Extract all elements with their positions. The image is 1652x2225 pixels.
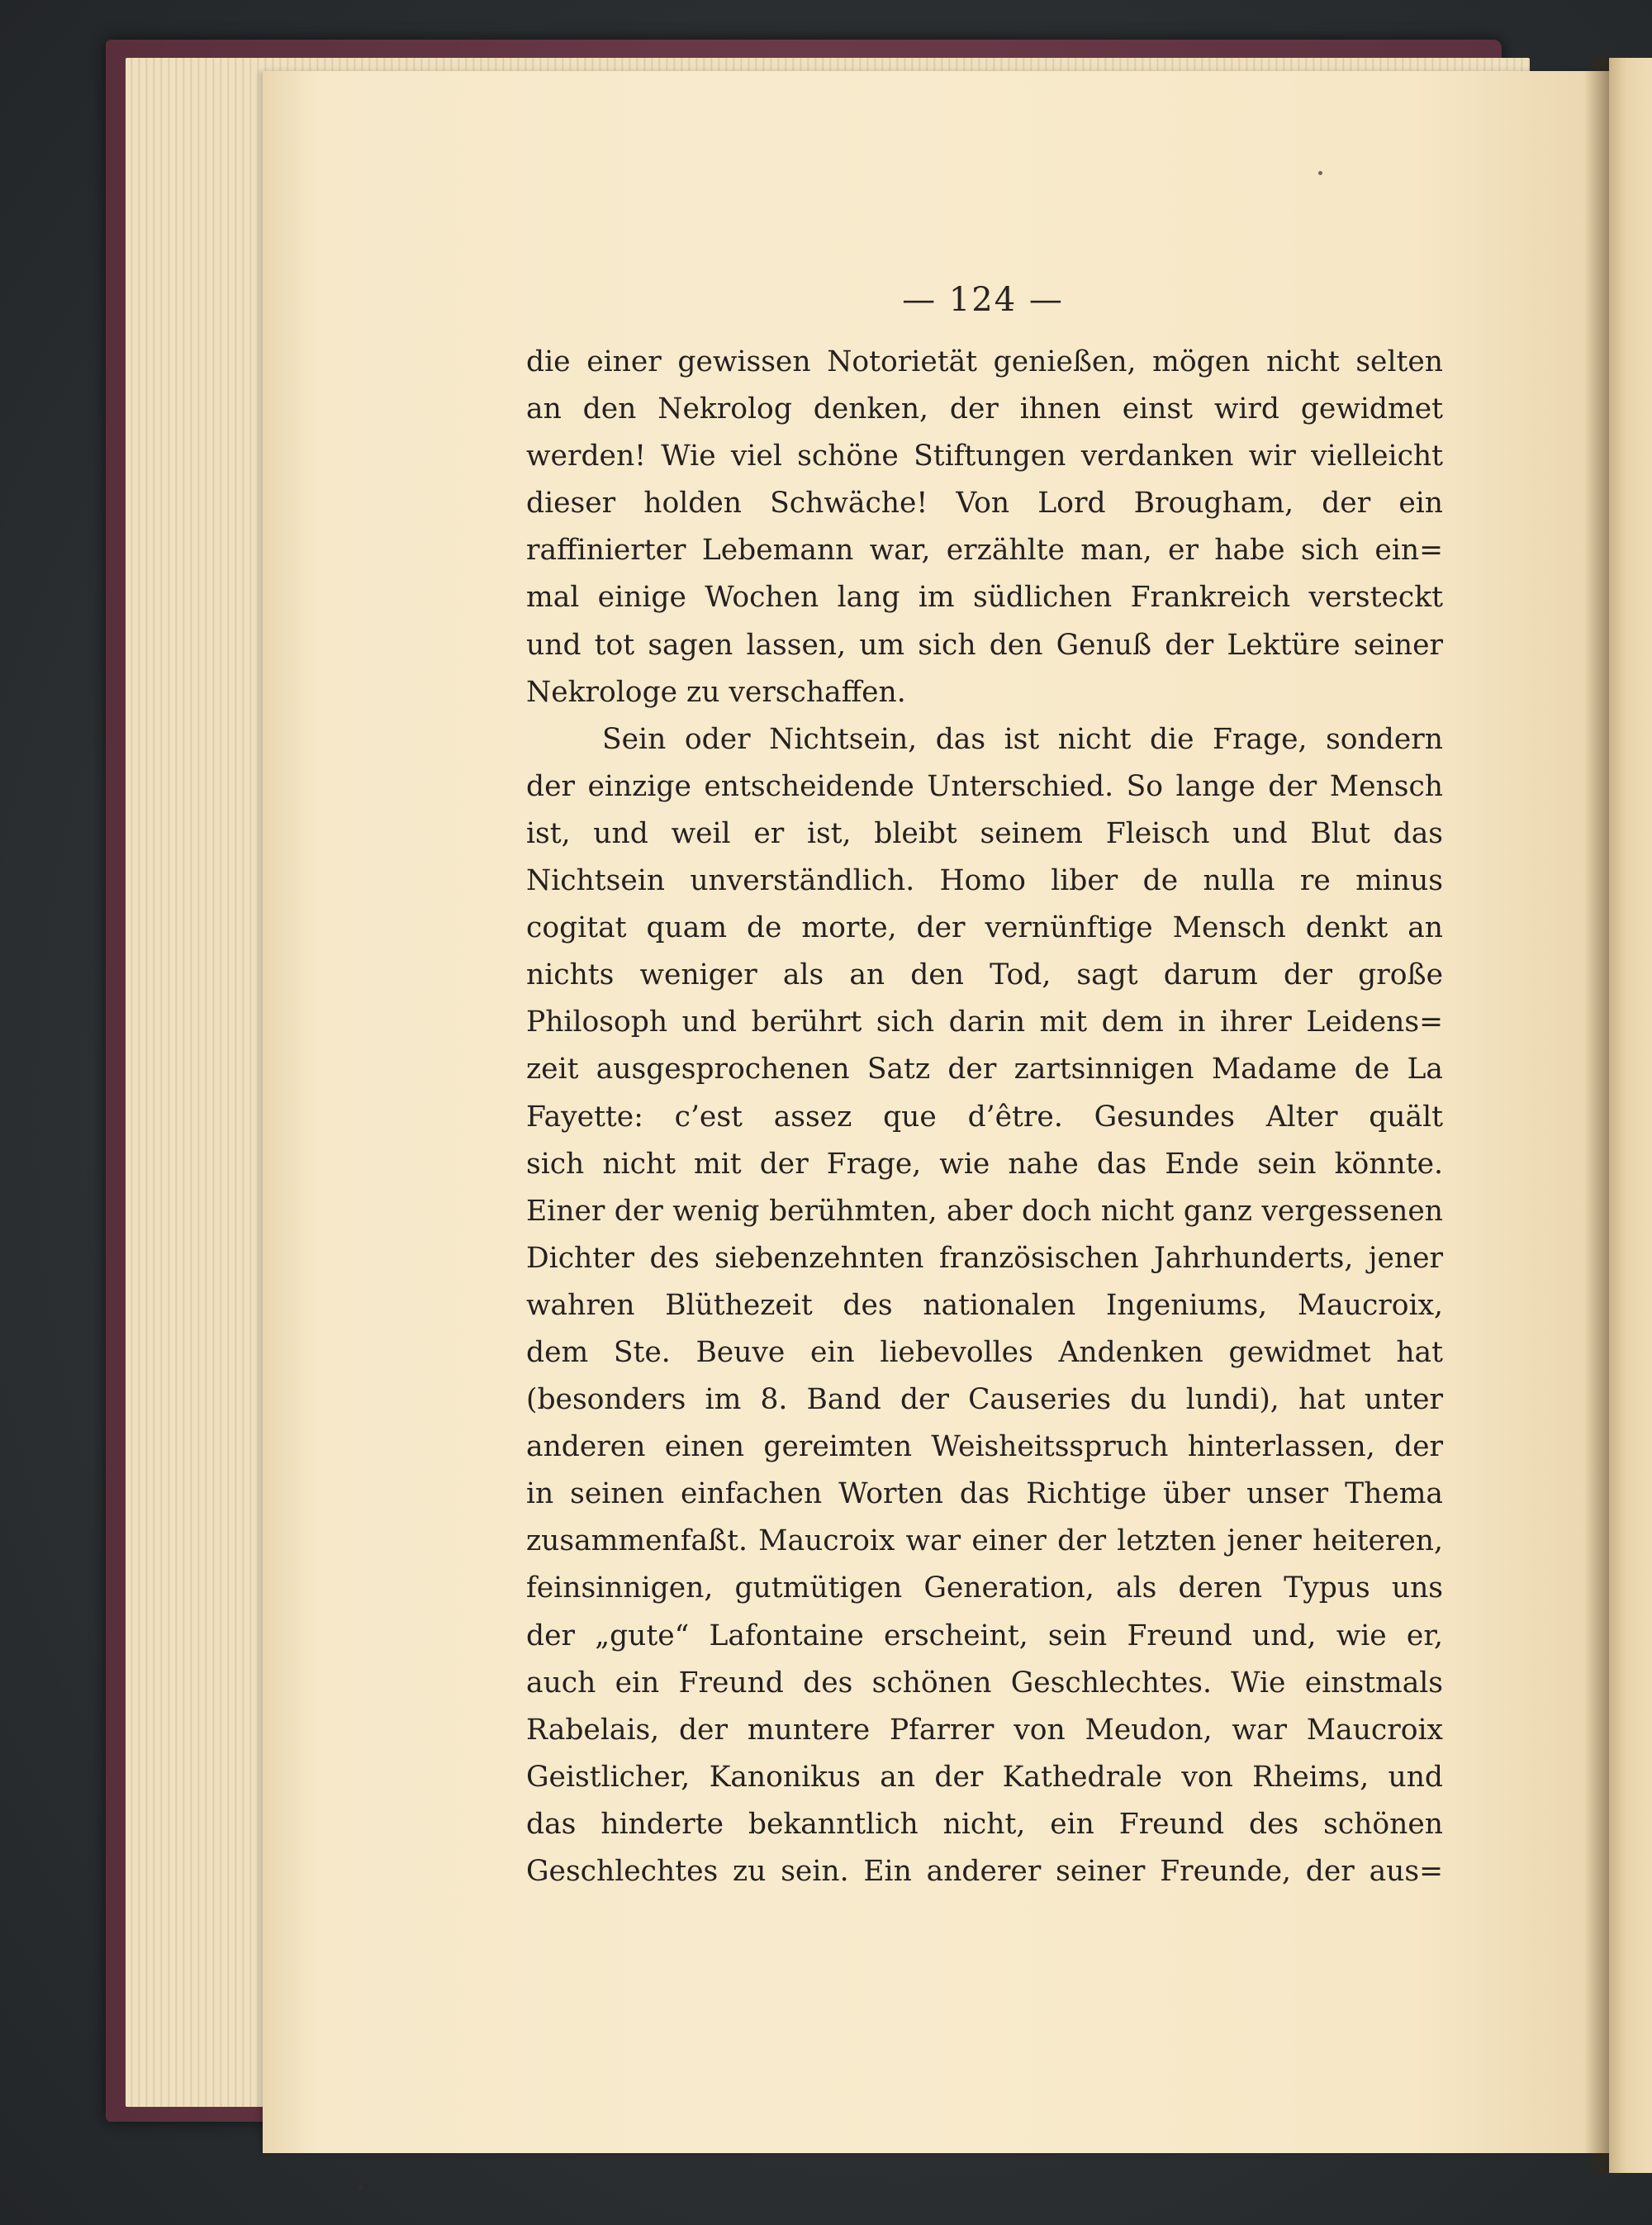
paper-speck	[1318, 171, 1322, 175]
text-line: cogitat quam de morte, der vernünftige Mensch denkt an	[526, 911, 1443, 945]
text-line: Geschlechtes zu sein. Ein anderer seiner Freunde, der aus=	[526, 1855, 1443, 1888]
text-line: wahren Blüthezeit des nationalen Ingeniums, Maucroix,	[526, 1288, 1443, 1322]
text-line: mal einige Wochen lang im südlichen Frankreich versteckt	[526, 581, 1443, 615]
text-line: raffinierter Lebemann war, erzählte man, er habe sich ein=	[526, 534, 1443, 568]
text-line: Einer der wenig berühmten, aber doch nicht ganz vergessenen	[526, 1194, 1443, 1228]
text-line: ist, und weil er ist, bleibt seinem Fleisch und Blut das	[526, 816, 1443, 850]
text-line: Fayette: c’est assez que d’être. Gesundes Alter quält	[526, 1100, 1443, 1134]
text-line: Philosoph und berührt sich darin mit dem in ihrer Leidens=	[526, 1006, 1443, 1039]
text-line: feinsinnigen, gutmütigen Generation, als deren Typus uns	[526, 1571, 1443, 1605]
body-text	[526, 339, 1443, 1895]
text-line: auch ein Freund des schönen Geschlechtes. Wie einstmals	[526, 1666, 1443, 1700]
text-line: an den Nekrolog denken, der ihnen einst wird gewidmet	[526, 392, 1443, 426]
text-line: werden! Wie viel schöne Stiftungen verdanken wir vielleicht	[526, 440, 1443, 473]
text-line: (besonders im 8. Band der Causeries du lundi), hat unter	[526, 1383, 1443, 1417]
text-line: nichts weniger als an den Tod, sagt darum der große	[526, 958, 1443, 992]
text-line: der einzige entscheidende Unterschied. So lange der Mensch	[526, 769, 1443, 803]
facing-page-edge	[1609, 58, 1652, 2173]
text-line: in seinen einfachen Worten das Richtige über unser Thema	[526, 1477, 1443, 1511]
text-line: zeit ausgesprochenen Satz der zartsinnigen Madame de La	[526, 1053, 1443, 1086]
text-line: zusammenfaßt. Maucroix war einer der letzten jener heiteren,	[526, 1524, 1443, 1558]
text-line: der „gute“ Lafontaine erscheint, sein Freund und, wie er,	[526, 1619, 1443, 1652]
text-line: Rabelais, der muntere Pfarrer von Meudon, war Maucroix	[526, 1713, 1443, 1747]
paper-speck	[358, 2185, 363, 2189]
text-line: das hinderte bekanntlich nicht, ein Freund des schönen	[526, 1807, 1443, 1841]
text-line: anderen einen gereimten Weisheitsspruch hinterlassen, der	[526, 1430, 1443, 1464]
text-line: sich nicht mit der Frage, wie nahe das Ende sein könnte.	[526, 1147, 1443, 1181]
text-line: dieser holden Schwäche! Von Lord Brougham, der ein	[526, 487, 1443, 521]
page-number: — 124 —	[902, 281, 1064, 319]
text-line: Sein oder Nichtsein, das ist nicht die Frage, sondern	[602, 722, 1443, 756]
text-line: dem Ste. Beuve ein liebevolles Andenken gewidmet hat	[526, 1335, 1443, 1369]
text-line: die einer gewissen Notorietät genießen, mögen nicht selten	[526, 345, 1443, 378]
text-line: und tot sagen lassen, um sich den Genuß der Lektüre seiner	[526, 628, 1443, 662]
text-line: Nichtsein unverständlich. Homo liber de nulla re minus	[526, 864, 1443, 898]
text-line: Dichter des siebenzehnten französischen Jahrhunderts, jener	[526, 1241, 1443, 1275]
text-line: Geistlicher, Kanonikus an der Kathedrale von Rheims, und	[526, 1760, 1443, 1794]
text-line: Nekrologe zu verschaffen.	[526, 675, 906, 709]
